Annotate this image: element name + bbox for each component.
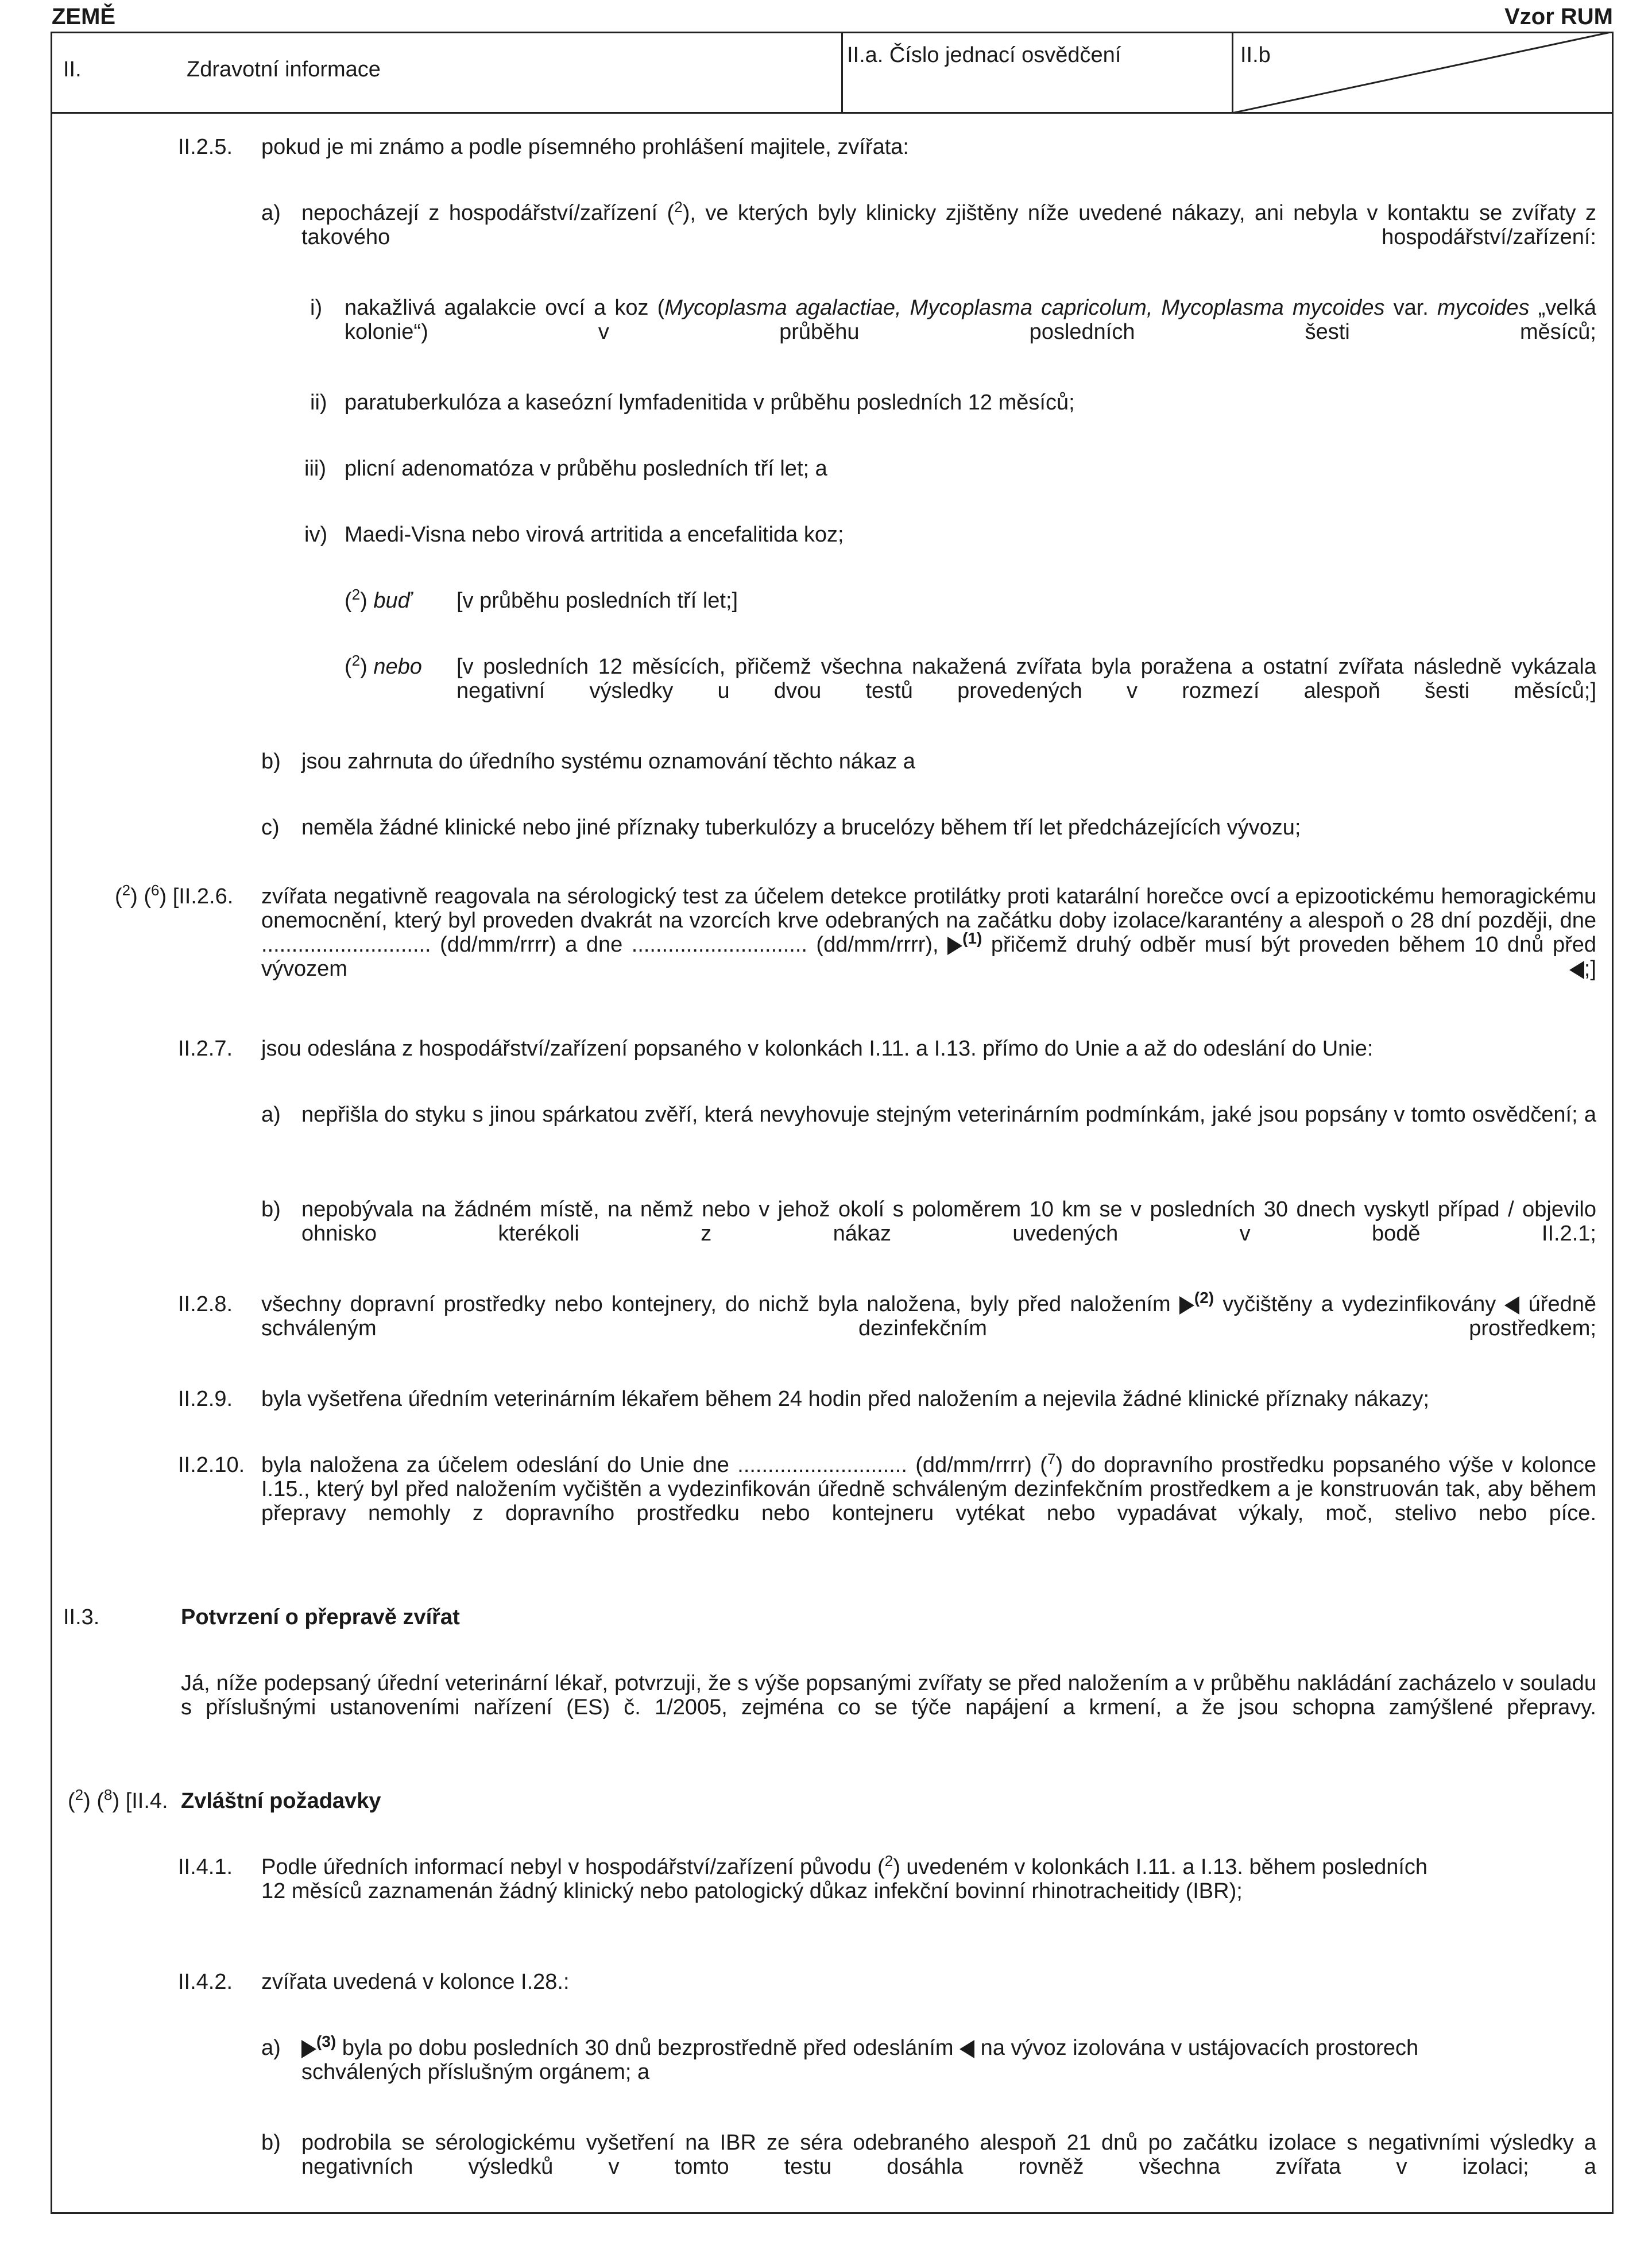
country-label: ZEMĚ <box>52 4 116 29</box>
s242-b-label: b) <box>261 2131 281 2155</box>
insert-end-icon <box>1569 961 1584 979</box>
s225-option1-marker: ($^2$) buď <box>345 586 412 613</box>
iib-diagonal <box>1232 32 1614 113</box>
s229-text: byla vyšetřena úředním veterinárním lékařem během 24 hodin před naložením a nejevila žádné klinické příznaky nákazy; <box>261 1387 1430 1411</box>
s225-iv-label: iv) <box>304 523 328 547</box>
s242-b-text: podrobila se sérologickému vyšetření na IBR ze séra odebraného alespoň 21 dnů po začátku izolace s negativními výsledky a negativních výsledků v tomto testu dosáhla rovněž všechna zvířata v izolaci; a <box>301 2131 1596 2179</box>
s241-line2: 12 měsíců zaznamenán žádný klinický nebo patologický důkaz infekční bovinní rhinotracheitidy (IBR); <box>261 1879 1243 1903</box>
s227-number: II.2.7. <box>178 1037 233 1061</box>
s225-i-label: i) <box>310 296 323 320</box>
s225-c-label: c) <box>261 816 280 840</box>
s228-number: II.2.8. <box>178 1292 233 1316</box>
insert-start-icon <box>947 937 962 955</box>
s23-number: II.3. <box>63 1605 100 1629</box>
s24-number: ($^2$) ($^8$) [II.4. <box>68 1786 168 1813</box>
reference-number-label: II.a. Číslo jednací osvědčení <box>847 43 1121 67</box>
s227-text: jsou odeslána z hospodářství/zařízení popsaného v kolonkách I.11. a I.13. přímo do Unie a až do odeslání do Unie: <box>261 1037 1374 1061</box>
s227-a-label: a) <box>261 1103 281 1127</box>
s228-text: všechny dopravní prostředky nebo kontejnery, do nichž byla naložena, byly před naložením $^{(2)}$ vyčištěny a vydezinfikovány úředně schváleným dezinfekčním prostředkem; <box>261 1289 1596 1340</box>
s225-iii-label: iii) <box>304 457 326 481</box>
s225-ii-label: ii) <box>310 391 327 415</box>
s225-c-text: neměla žádné klinické nebo jiné příznaky tuberkulózy a brucelózy během tří let předcházejících vývozu; <box>301 816 1301 840</box>
s225-iii-text: plicní adenomatóza v průběhu posledních tří let; a <box>345 457 827 481</box>
s225-a-text: nepocházejí z hospodářství/zařízení ($^2$), ve kterých byly klinicky zjištěny níže uvedené nákazy, ani nebyla v kontaktu se zvířaty z takového hospodářství/zařízení: <box>301 198 1596 249</box>
s241-line1: Podle úředních informací nebyl v hospodářství/zařízení původu ($^2$) uvedeném v kolonkách I.11. a I.13. během posledních <box>261 1852 1428 1879</box>
s225-intro: pokud je mi známo a podle písemného prohlášení majitele, zvířata: <box>261 135 909 159</box>
s2210-text: byla naložena za účelem odeslání do Unie dne ............................ (dd/mm/rrrr) ($^7$) do dopravního prostředku popsaného výše v kolonce I.15., který byl před naložením vyčištěn a vydezinfikován úředně schváleným dezinfekčním prostředkem a je konstruován tak, aby během přepravy nemohly z dopravního prostředku nebo kontejneru vytékat nebo vypadávat výkaly, moč, stelivo nebo píce. <box>261 1450 1596 1525</box>
model-label: Vzor RUM <box>1504 4 1613 29</box>
s225-option2-marker: ($^2$) nebo <box>345 652 422 679</box>
s2210-number: II.2.10. <box>178 1453 245 1477</box>
s225-number: II.2.5. <box>178 135 233 159</box>
s227-a-text: nepřišla do styku s jinou spárkatou zvěří, která nevyhovuje stejným veterinárním podmínkám, jaké jsou popsány v tomto osvědčení; a <box>301 1103 1596 1127</box>
insert-start-icon <box>301 2040 316 2058</box>
s225-b-text: jsou zahrnuta do úředního systému oznamování těchto nákaz a <box>301 749 915 774</box>
insert-end-icon <box>1504 1296 1519 1315</box>
iib-label: II.b <box>1240 43 1271 67</box>
header-divider-v1 <box>841 32 843 113</box>
s225-iv-text: Maedi-Visna nebo virová artritida a encefalitida koz; <box>345 523 844 547</box>
s242-number: II.4.2. <box>178 1970 233 1994</box>
insert-end-icon <box>960 2040 974 2058</box>
s225-a-label: a) <box>261 201 281 225</box>
s225-option2-text: [v posledních 12 měsících, přičemž všechna nakažená zvířata byla poražena a ostatní zvířata následně vykázala negativní výsledky u dvou testů provedených v rozmezí alespoň šesti měsíců;] <box>456 655 1596 703</box>
insert-start-icon <box>1179 1296 1194 1315</box>
s242-a-line2: schválených příslušným orgánem; a <box>301 2060 650 2084</box>
s241-number: II.4.1. <box>178 1855 233 1879</box>
s225-b-label: b) <box>261 749 281 774</box>
s23-title: Potvrzení o přepravě zvířat <box>181 1605 460 1629</box>
s242-text: zvířata uvedená v kolonce I.28.: <box>261 1970 570 1994</box>
section-title: Zdravotní informace <box>187 57 381 82</box>
s225-ii-text: paratuberkulóza a kaseózní lymfadenitida v průběhu posledních 12 měsíců; <box>345 391 1075 415</box>
s24-title: Zvláštní požadavky <box>181 1789 381 1813</box>
s242-a-line1: $^{(3)}$ byla po dobu posledních 30 dnů bezprostředně před odesláním na vývoz izolována v ustájovacích prostorech <box>301 2036 1418 2060</box>
section-number: II. <box>63 57 82 82</box>
s226-text: zvířata negativně reagovala na sérologický test za účelem detekce protilátky proti katarální horečce ovcí a epizootickému hemoragickému onemocnění, který byl proveden dvakrát na vzorcích krve odebraných na začátku doby izolace/karantény a alespoň o 28 dní později, dne ............................ (dd/mm/rrrr) a dne ............................. (dd/mm/rrrr), $^{(1)}$ přičemž druhý odběr musí být proveden během 10 dnů před vývozem ;] <box>261 884 1596 981</box>
s225-option1-text: [v průběhu posledních tří let;] <box>456 589 738 613</box>
s226-number: ($^2$) ($^6$) [II.2.6. <box>115 882 234 909</box>
s23-text: Já, níže podepsaný úřední veterinární lékař, potvrzuji, že s výše popsanými zvířaty se před naložením a v průběhu nakládání zacházelo v souladu s příslušnými ustanoveními nařízení (ES) č. 1/2005, zejména co se týče napájení a krmení, a že jsou schopna zamýšlené přepravy. <box>181 1671 1596 1719</box>
s242-a-label: a) <box>261 2036 281 2060</box>
s229-number: II.2.9. <box>178 1387 233 1411</box>
s225-i-text: nakažlivá agalakcie ovcí a koz (Mycoplasma agalactiae, Mycoplasma capricolum, Mycoplasma mycoides var. mycoides „velká kolonie“) v průběhu posledních šesti měsíců; <box>345 296 1597 344</box>
s227-b-label: b) <box>261 1197 281 1222</box>
s227-b-text: nepobývala na žádném místě, na němž nebo v jehož okolí s poloměrem 10 km se v posledních 30 dnech vyskytl případ / objevilo ohnisko kterékoli z nákaz uvedených v bodě II.2.1; <box>301 1197 1596 1246</box>
